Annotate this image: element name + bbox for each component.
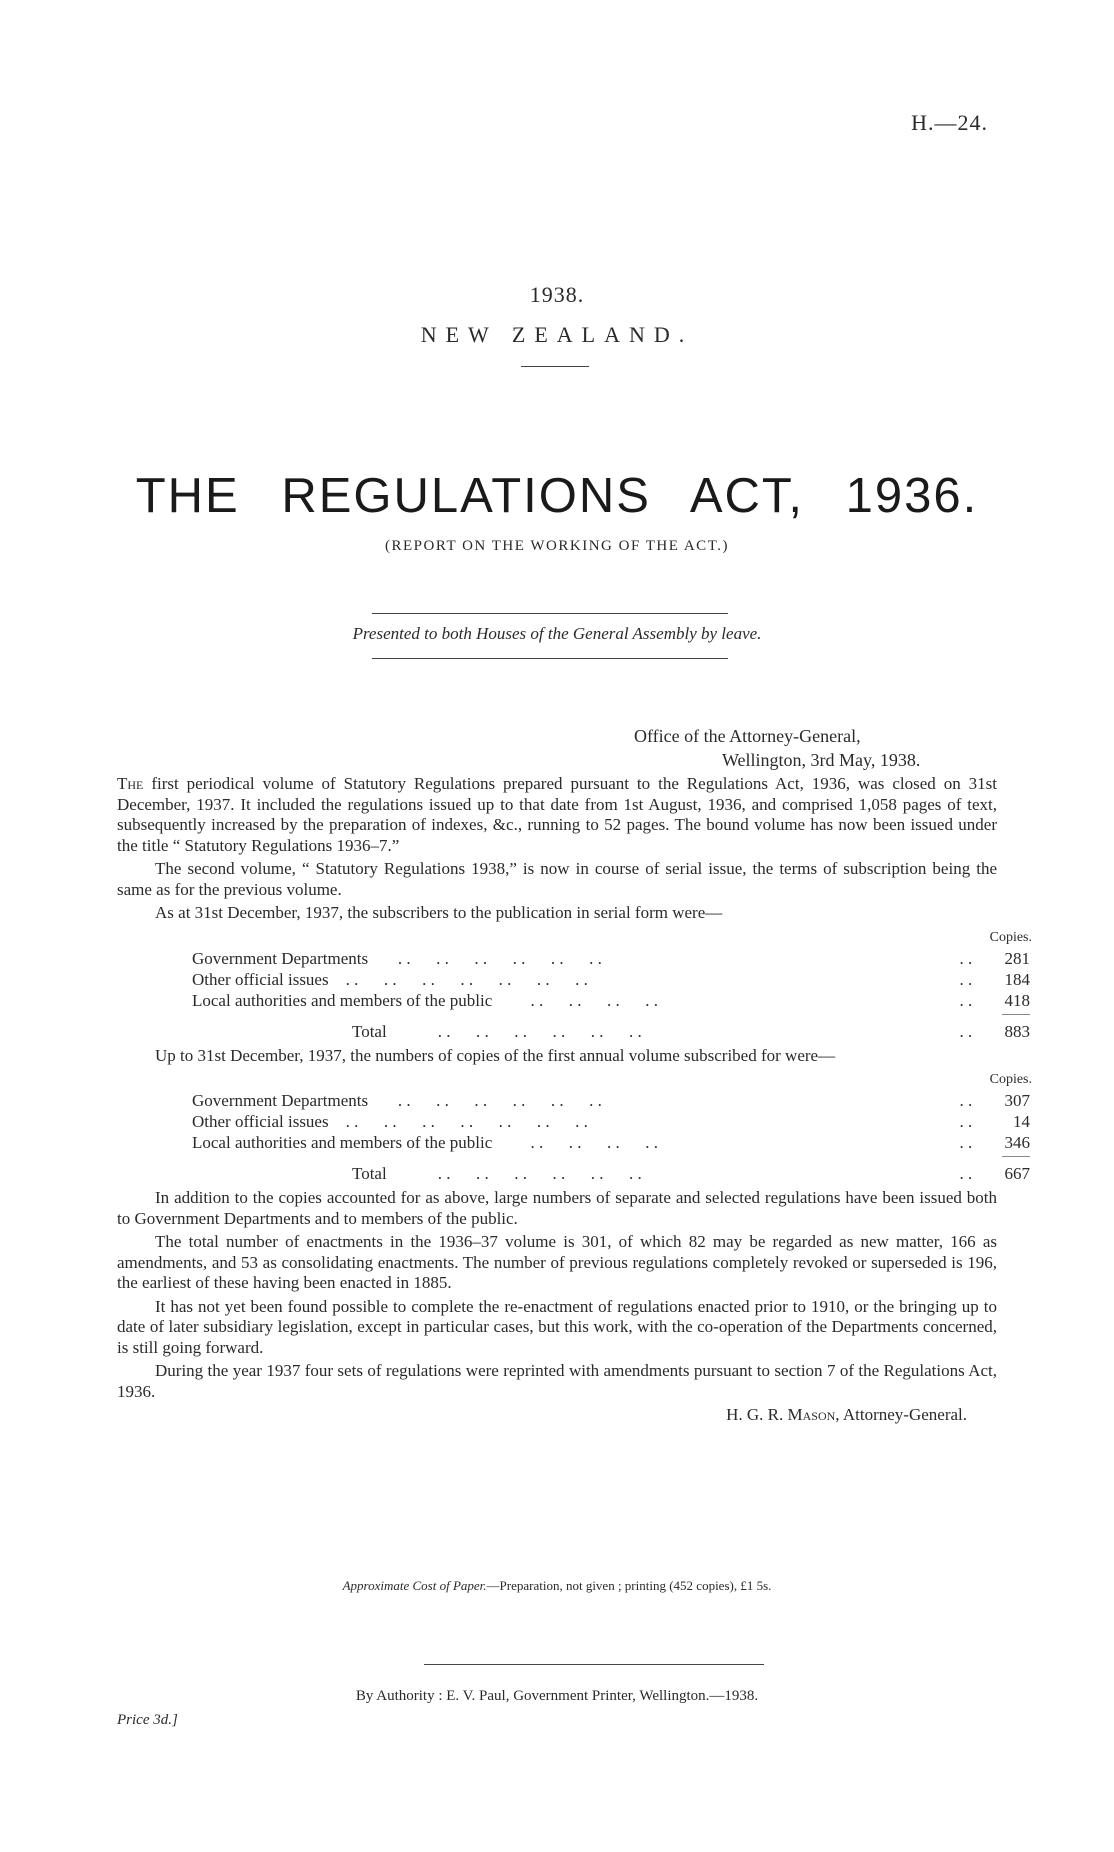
row-label: Government Departments . . . . . . . . . . . . xyxy=(192,948,602,968)
presented-note: Presented to both Houses of the General Assembly by leave. xyxy=(352,624,762,643)
row-label: Other official issues . . . . . . . . . . . . . . xyxy=(192,969,588,989)
page-subtitle: (REPORT ON THE WORKING OF THE ACT.) xyxy=(385,538,729,554)
table-header-copies: Copies. xyxy=(989,929,1032,945)
country-heading: NEW ZEALAND. xyxy=(420,322,694,347)
paragraph-8: During the year 1937 four sets of regulations were reprinted with amendments pursuant to section 7 of the Regulations Act, 1936. xyxy=(117,1361,997,1401)
table-row: Local authorities and members of the public . . . . . . . . . . 346 xyxy=(192,1132,1032,1153)
cost-note xyxy=(0,1578,1114,1594)
paragraph-4: Up to 31st December, 1937, the numbers of copies of the first annual volume subscribed for were— xyxy=(155,1045,836,1065)
paragraph-1 xyxy=(117,774,997,856)
office-address xyxy=(634,724,920,772)
leader-dots: . . . . . . . . xyxy=(530,1133,658,1152)
total-value: 883 xyxy=(1004,1021,1030,1041)
total-label: Total . . . . . . . . . . . . xyxy=(352,1021,642,1041)
signature-name: H. G. R. Mason xyxy=(726,1405,836,1424)
office-line-1: Office of the Attorney-General, xyxy=(634,726,861,746)
divider-top xyxy=(372,613,728,614)
signature-title: , Attorney-General. xyxy=(835,1405,967,1424)
row-value: 281 xyxy=(1004,948,1030,968)
page-title: THE REGULATIONS ACT, 1936. xyxy=(135,469,979,523)
leader-dots: . . . . . . . . . . . . . . xyxy=(345,969,588,989)
price-note: Price 3d.] xyxy=(117,1712,178,1728)
signature xyxy=(117,1405,997,1426)
leader-dots: . . . . . . . . . . . . xyxy=(397,1091,602,1110)
paragraph-7: It has not yet been found possible to complete the re-enactment of regulations enacted prior to 1910, or the bringing up to date of later subsidiary legislation, except in particular cases, but this work, with the co-operation of the Departments concerned, is still going forward. xyxy=(117,1296,997,1357)
annual-volume-table xyxy=(192,1069,1032,1184)
paragraph-5: In addition to the copies accounted for as above, large numbers of separate and selected regulations have been issued both to Government Departments and to members of the public. xyxy=(117,1188,997,1228)
printer-authority: By Authority : E. V. Paul, Government Printer, Wellington.—1938. xyxy=(355,1688,759,1704)
table-total-row: Total . . . . . . . . . . . . . . 883 xyxy=(192,1011,1032,1042)
table-row: Other official issues . . . . . . . . . . . . . . . . 14 xyxy=(192,1112,1030,1131)
document-year: 1938. xyxy=(529,282,585,307)
short-divider xyxy=(521,366,589,367)
cost-text: —Preparation, not given ; printing (452 copies), £1 5s. xyxy=(486,1578,772,1593)
row-label: Other official issues . . . . . . . . . . . . . . xyxy=(192,1112,588,1131)
table-total-row: Total . . . . . . . . . . . . . . 667 xyxy=(192,1153,1032,1184)
leader-dots: . . . . . . . . . . . . xyxy=(397,948,602,968)
total-value: 667 xyxy=(1004,1164,1030,1183)
paragraph-1-lead: The xyxy=(117,774,144,793)
leader-dots: . . . . . . . . xyxy=(530,990,658,1010)
subscribers-table xyxy=(192,927,1032,1042)
table-row: Other official issues . . . . . . . . . . . . . . . . 184 xyxy=(192,969,1030,989)
paragraph-6: The total number of enactments in the 1936–37 volume is 301, of which 82 may be regarded as new matter, 166 as amendments, and 53 as consolidating enactments. The number of previous regulations completely revoked or superseded is 196, the earliest of these having been enacted in 1885. xyxy=(117,1232,997,1292)
document-reference: H.—24. xyxy=(911,110,988,135)
report-body xyxy=(117,774,1032,1426)
leader-dots: . . . . . . . . . . . . . . xyxy=(345,1112,588,1131)
row-value: 184 xyxy=(1004,969,1030,989)
table-row: Local authorities and members of the public . . . . . . . . . . 418 xyxy=(192,990,1032,1011)
row-value: 346 xyxy=(972,1132,1032,1153)
table-row: Government Departments . . . . . . . . . . . . . . 281 xyxy=(192,948,1030,968)
row-label: Government Departments . . . . . . . . . . . . xyxy=(192,1091,602,1110)
leader-dots: . . . . . . . . . . . . xyxy=(437,1164,642,1183)
row-value: 14 xyxy=(1013,1112,1030,1131)
footer-divider xyxy=(424,1664,764,1665)
leader-dots: . . . . . . . . . . . . xyxy=(437,1021,642,1041)
total-label: Total . . . . . . . . . . . . xyxy=(352,1164,642,1183)
row-value: 307 xyxy=(1004,1091,1030,1110)
cost-label: Approximate Cost of Paper. xyxy=(342,1578,487,1593)
paragraph-3: As at 31st December, 1937, the subscribers to the publication in serial form were— xyxy=(155,903,723,922)
paragraph-2: The second volume, “ Statutory Regulations 1938,” is now in course of serial issue, the terms of subscription being the same as for the previous volume. xyxy=(117,859,997,899)
paragraph-1-text: first periodical volume of Statutory Regulations prepared pursuant to the Regulations Act, 1936, was closed on 31st December, 1937. It included the regulations issued up to that date from 1st August, 1936, and comprised 1,058 pages of text, subsequently increased by the preparation of indexes, &c., running to 52 pages. The bound volume has now been issued under the title “ Statutory Regulations 1936–7.” xyxy=(117,774,997,855)
row-label: Local authorities and members of the public . . . . . . . . xyxy=(192,990,658,1010)
divider-bottom xyxy=(372,658,728,659)
office-line-2: Wellington, 3rd May, 1938. xyxy=(722,750,921,770)
row-value: 418 xyxy=(972,990,1032,1011)
table-row: Government Departments . . . . . . . . . . . . . . 307 xyxy=(192,1091,1030,1110)
row-label: Local authorities and members of the public . . . . . . . . xyxy=(192,1133,658,1152)
table-header-copies: Copies. xyxy=(989,1072,1032,1087)
